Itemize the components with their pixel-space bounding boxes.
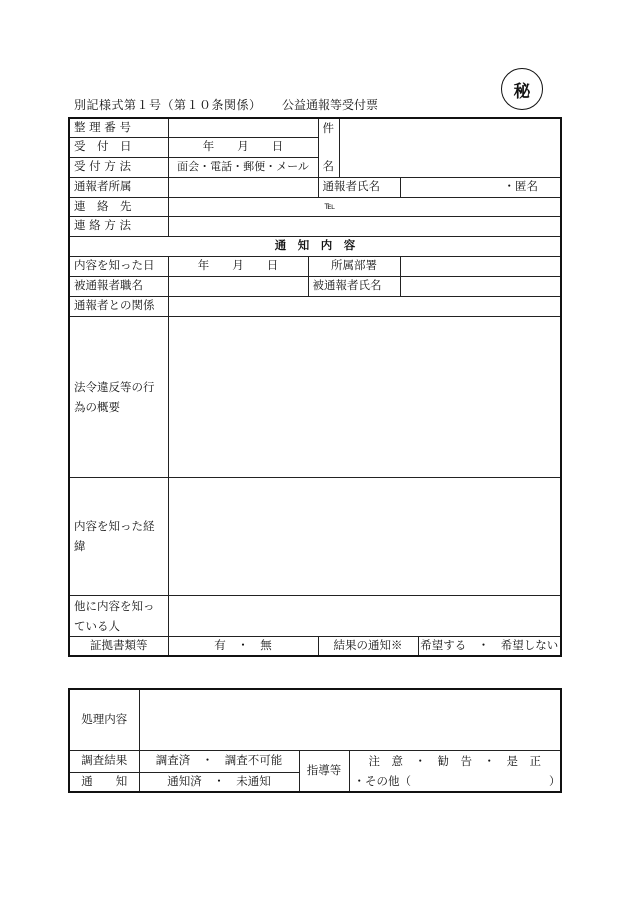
result-notice-options[interactable]: 希望する ・ 希望しない	[418, 636, 561, 656]
subject-field[interactable]	[339, 118, 561, 177]
others-field[interactable]	[168, 595, 561, 636]
section-title: 通 知 内 容	[69, 236, 561, 256]
method-options[interactable]: 面会・電話・郵便・メール	[168, 157, 318, 177]
evidence-label: 証拠書類等	[69, 636, 168, 656]
how-known-label: 内容を知った経緯	[69, 477, 168, 595]
department-label: 所属部署	[308, 256, 400, 276]
received-date-label: 受 付 日	[69, 137, 168, 157]
target-name-field[interactable]	[400, 276, 561, 296]
guidance-other[interactable]: ・その他（ ）	[353, 773, 561, 788]
result-notice-label: 結果の通知※	[318, 636, 418, 656]
form-title: 公益通報等受付票	[282, 98, 379, 112]
ref-no-field[interactable]	[168, 118, 318, 137]
contact-method-field[interactable]	[168, 216, 561, 236]
subject-label-top: 件	[318, 118, 339, 137]
relation-field[interactable]	[168, 296, 561, 316]
investigation-label: 調査結果	[69, 750, 139, 772]
process-content-label: 処理内容	[69, 689, 139, 750]
known-date-label: 内容を知った日	[69, 256, 168, 276]
contact-label: 連 絡 先	[69, 197, 168, 216]
guidance-label: 指導等	[299, 750, 349, 792]
method-label: 受 付 方 法	[69, 157, 168, 177]
tel-mark[interactable]: ℡	[168, 197, 561, 216]
report-form-table	[68, 117, 562, 657]
contact-method-label: 連 絡 方 法	[69, 216, 168, 236]
processing-table	[68, 688, 562, 793]
subject-label-mid	[318, 137, 339, 157]
subject-label-bottom: 名	[318, 157, 339, 177]
investigation-options[interactable]: 調査済 ・ 調査不可能	[139, 750, 299, 772]
seal-mark: 秘	[513, 81, 531, 102]
department-field[interactable]	[400, 256, 561, 276]
how-known-field[interactable]	[168, 477, 561, 595]
reporter-affiliation-field[interactable]	[168, 177, 318, 197]
ref-no-label: 整 理 番 号	[69, 118, 168, 137]
violation-field[interactable]	[168, 316, 561, 477]
form-id: 別記様式第１号（第１０条関係）	[74, 98, 262, 112]
reporter-affiliation-label: 通報者所属	[69, 177, 168, 197]
notice-options[interactable]: 通知済 ・ 未通知	[139, 772, 299, 792]
evidence-options[interactable]: 有 ・ 無	[168, 636, 318, 656]
others-label: 他に内容を知っている人	[69, 595, 168, 636]
confidential-seal	[501, 68, 543, 110]
received-date-value[interactable]: 年 月 日	[168, 137, 318, 157]
target-position-label: 被通報者職名	[69, 276, 168, 296]
reporter-name-label: 通報者氏名	[318, 177, 400, 197]
guidance-options[interactable]: 注 意 ・ 勧 告 ・ 是 正	[368, 753, 542, 768]
known-date-value[interactable]: 年 月 日	[168, 256, 308, 276]
anonymous-option[interactable]: ・匿名	[400, 177, 561, 197]
violation-label: 法令違反等の行為の概要	[69, 316, 168, 477]
relation-label: 通報者との関係	[69, 296, 168, 316]
process-content-field[interactable]	[139, 689, 561, 750]
target-position-field[interactable]	[168, 276, 308, 296]
notice-label: 通 知	[69, 772, 139, 792]
target-name-label: 被通報者氏名	[308, 276, 400, 296]
